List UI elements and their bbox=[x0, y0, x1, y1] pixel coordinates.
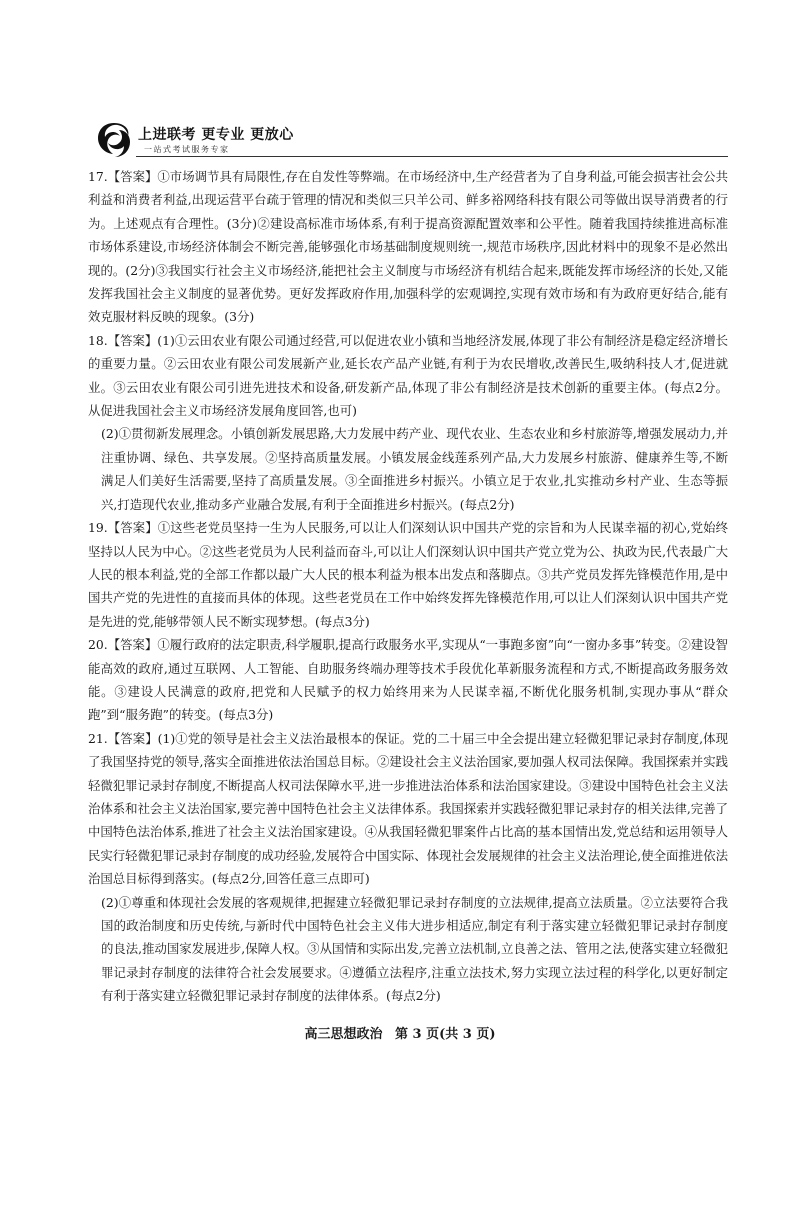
answer-q21-part1: 21.【答案】(1)①党的领导是社会主义法治最根本的保证。党的二十届三中全会提出建立轻微犯罪记录封存制度,体现了我国坚持党的领导,落实全面推进依法治国总目标。②建设社会主义法治国家,要加强人权司法保障。我国探索并实践轻微犯罪记录封存制度,不断提高人权司法保障水平,进一步推进法治体系和法治国家建设。③建设中国特色社会主义法治体系和社会主义法治国家,要完善中国特色社会主义法律体系。我国探索并实践轻微犯罪记录封存的相关法律,完善了中国特色法治体系,推进了社会主义法治国家建设。④从我国轻微犯罪案件占比高的基本国情出发,党总结和运用领导人民实行轻微犯罪记录封存制度的成功经验,发展符合中国实际、体现社会发展规律的社会主义法治理论,使全面推进依法治国总目标得到落实。(每点2分,回答任意三点即可) bbox=[88, 730, 728, 887]
answer-q20: 20.【答案】①履行政府的法定职责,科学履职,提高行政服务水平,实现从“一事跑多窗”向“一窗办多事”转变。②建设智能高效的政府,通过互联网、人工智能、自助服务终端办理等技术手段优化革新服务流程和方式,不断提高政务服务效能。③建设人民满意的政府,把党和人民赋予的权力始终用来为人民谋幸福,不断优化服务机制,实现办事从“群众跑”到“服务跑”的转变。(每点3分) bbox=[88, 637, 728, 723]
answer-q19: 19.【答案】①这些老党员坚持一生为人民服务,可以让人们深刻认识中国共产党的宗旨和为人民谋幸福的初心,党始终坚持以人民为中心。②这些老党员为人民利益而奋斗,可以让人们深刻认识中国共产党立党为公、执政为民,代表最广大人民的根本利益,党的全部工作都以最广大人民的根本利益为根本出发点和落脚点。③共产党员发挥先锋模范作用,是中国共产党的先进性的直接而具体的体现。这些老党员在工作中始终发挥先锋模范作用,可以让人们深刻认识中国共产党是先进的党,能够带领人民不断实现梦想。(每点3分) bbox=[88, 520, 728, 629]
answer-content bbox=[88, 165, 728, 1008]
brand-logo-icon bbox=[94, 120, 134, 160]
brand-slogan: 上进联考 更专业 更放心 bbox=[138, 127, 294, 143]
answer-q17: 17.【答案】①市场调节具有局限性,存在自发性等弊端。在市场经济中,生产经营者为了自身利益,可能会损害社会公共利益和消费者利益,出现运营平台疏于管理的情况和类似三只羊公司、鲜多裕网络科技有限公司等做出误导消费者的行为。上述观点有合理性。(3分)②建设高标准市场体系,有利于提高资源配置效率和公平性。随着我国持续推进高标准市场体系建设,市场经济体制会不断完善,能够强化市场基础制度规则统一,规范市场秩序,因此材料中的现象不是必然出现的。(2分)③我国实行社会主义市场经济,能把社会主义制度与市场经济有机结合起来,既能发挥市场经济的长处,又能发挥我国社会主义制度的显著优势。更好发挥政府作用,加强科学的宏观调控,实现有效市场和有为政府更好结合,能有效克服材料反映的现象。(3分) bbox=[88, 169, 728, 325]
answer-q18-part2: (2)①贯彻新发展理念。小镇创新发展思路,大力发展中药产业、现代农业、生态农业和乡村旅游等,增强发展动力,并注重协调、绿色、共享发展。②坚持高质量发展。小镇发展金线莲系列产品,大力发展乡村旅游、健康养生等,不断满足人们美好生活需要,坚持了高质量发展。③全面推进乡村振兴。小镇立足于农业,扎实推动乡村产业、生态等振兴,打造现代农业,推动多产业融合发展,有利于全面推进乡村振兴。(每点2分) bbox=[101, 426, 728, 512]
footer-page-number: 第 3 页(共 3 页) bbox=[395, 1027, 496, 1042]
page-header bbox=[88, 118, 728, 162]
footer-subject: 高三思想政治 bbox=[304, 1027, 383, 1042]
page-footer bbox=[0, 1023, 800, 1042]
header-divider bbox=[136, 156, 728, 157]
brand-tagline: 一站式考试服务专家 bbox=[144, 145, 230, 154]
answer-q21-part2: (2)①尊重和体现社会发展的客观规律,把握建立轻微犯罪记录封存制度的立法规律,提高立法质量。②立法要符合我国的政治制度和历史传统,与新时代中国特色社会主义伟大进步相适应,制定有利于落实建立轻微犯罪记录封存制度的良法,推动国家发展进步,保障人权。③从国情和实际出发,完善立法机制,立良善之法、管用之法,使落实建立轻微犯罪记录封存制度的法律符合社会发展要求。④遵循立法程序,注重立法技术,努力实现立法过程的科学化,以更好制定有利于落实建立轻微犯罪记录封存制度的法律体系。(每点2分) bbox=[101, 894, 728, 1004]
answer-q18-part1: 18.【答案】(1)①云田农业有限公司通过经营,可以促进农业小镇和当地经济发展,体现了非公有制经济是稳定经济增长的重要力量。②云田农业有限公司发展新产业,延长农产品产业链,有利于为农民增收,改善民生,吸纳科技人才,促进就业。③云田农业有限公司引进先进技术和设备,研发新产品,体现了非公有制经济是技术创新的重要主体。(每点2分。从促进我国社会主义市场经济发展角度回答,也可) bbox=[88, 332, 728, 419]
